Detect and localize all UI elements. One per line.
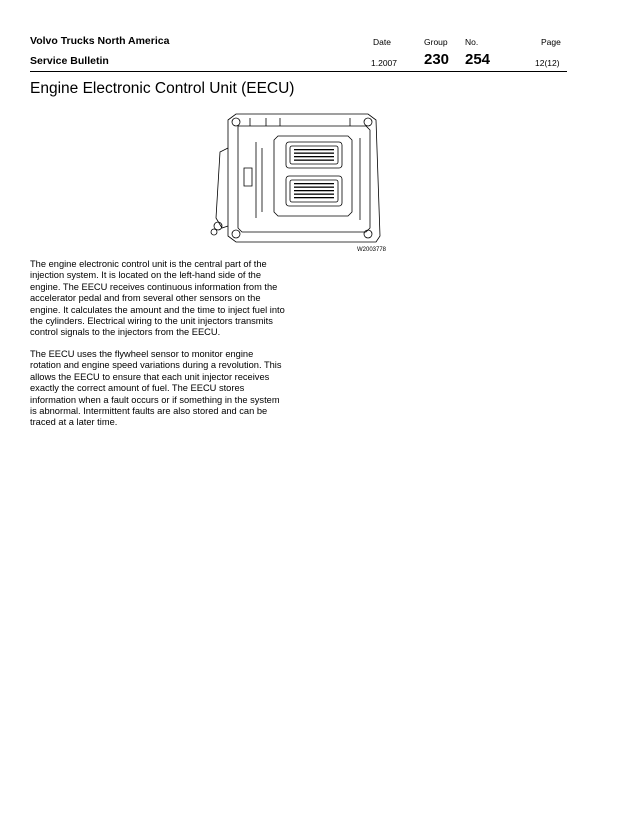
eecu-illustration-icon	[200, 108, 390, 258]
date-label: Date	[373, 37, 391, 47]
page-title: Engine Electronic Control Unit (EECU)	[30, 80, 295, 97]
page-value: 12(12)	[535, 58, 560, 68]
date-value: 1.2007	[371, 58, 397, 68]
body-paragraph-1: The engine electronic control unit is the central part of the injection system. It is located on the left-hand side of the engine. The EECU receives continuous information from the accelerator pedal and from several other sensors on the engine. It calculates the amount and the time to inject fuel into the cylinders. Electrical wiring to the unit injectors transmits control signals to the injectors from the EECU.	[30, 259, 285, 338]
company-name: Volvo Trucks North America	[30, 35, 170, 47]
document-type: Service Bulletin	[30, 55, 109, 67]
body-paragraph-2: The EECU uses the flywheel sensor to monitor engine rotation and engine speed variations during a revolution. This allows the EECU to ensure that each unit injector receives exactly the correct amount of fuel. The EECU stores information when a fault occurs or if something in the system is abnormal. Intermittent faults are also stored and can be traced at a later time.	[30, 349, 282, 428]
page-label: Page	[541, 37, 561, 47]
group-value: 230	[424, 51, 450, 68]
group-label: Group	[424, 37, 448, 47]
header-rule	[30, 71, 567, 72]
number-label: No.	[465, 37, 479, 47]
figure-label: W2003778	[357, 247, 387, 253]
number-value: 254	[465, 51, 491, 68]
